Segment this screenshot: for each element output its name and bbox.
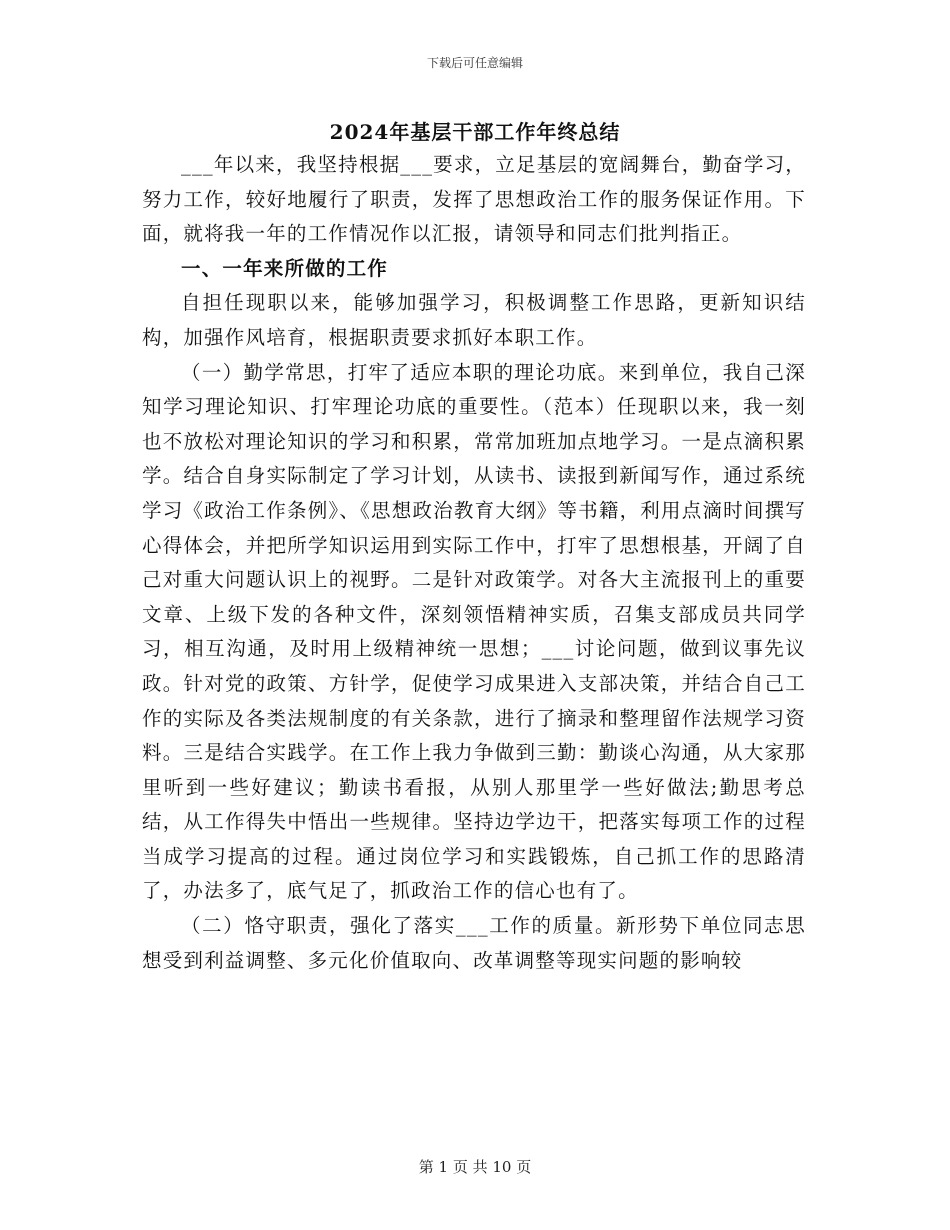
document-title: 2024年基层干部工作年终总结 bbox=[329, 120, 621, 144]
paragraph-study: （一）勤学常思，打牢了适应本职的理论功底。来到单位，我自己深知学习理论知识、打牢理论功底的重要性。（范本）任现职以来，我一刻也不放松对理论知识的学习和积累，常常加班加点地学习。一是点滴积累学。结合自身实际制定了学习计划，从读书、读报到新闻写作，通过系统学习《政治工作条例》、《思想政治教育大纲》等书籍，利用点滴时间撰写心得体会，并把所学知识运用到实际工作中，打牢了思想根基，开阔了自己对重大问题认识上的视野。二是针对政策学。对各大主流报刊上的重要文章、上级下发的各种文件，深刻领悟精神实质，召集支部成员共同学习，相互沟通，及时用上级精神统一思想；___讨论问题，做到议事先议政。针对党的政策、方针学，促使学习成果进入支部决策，并结合自己工作的实际及各类法规制度的有关条款，进行了摘录和整理留作法规学习资料。三是结合实践学。在工作上我力争做到三勤：勤谈心沟通，从大家那里听到一些好建议；勤读书看报，从别人那里学一些好做法;勤思考总结，从工作得失中悟出一些规律。坚持边学边干，把落实每项工作的过程当成学习提高的过程。通过岗位学习和实践锻炼，自己抓工作的思路清了，办法多了，底气足了，抓政治工作的信心也有了。 bbox=[142, 360, 806, 903]
section-heading: 一、一年来所做的工作 bbox=[181, 256, 389, 280]
paragraph-overview: 自担任现职以来，能够加强学习，积极调整工作思路，更新知识结构，加强作风培育，根据职责要求抓好本职工作。 bbox=[142, 291, 806, 349]
page-footer: 第 1 页 共 10 页 bbox=[418, 1158, 532, 1176]
document-body bbox=[142, 148, 806, 978]
paragraph-intro: ___年以来，我坚持根据___要求，立足基层的宽阔舞台，勤奋学习，努力工作，较好地履行了职责，发挥了思想政治工作的服务保证作用。下面，就将我一年的工作情况作以汇报，请领导和同志们批判指正。 bbox=[142, 153, 806, 246]
header-note: 下载后可任意编辑 bbox=[426, 56, 523, 70]
paragraph-duty: （二）恪守职责，强化了落实___工作的质量。新形势下单位同志思想受到利益调整、多元化价值取向、改革调整等现实问题的影响较 bbox=[142, 914, 806, 972]
